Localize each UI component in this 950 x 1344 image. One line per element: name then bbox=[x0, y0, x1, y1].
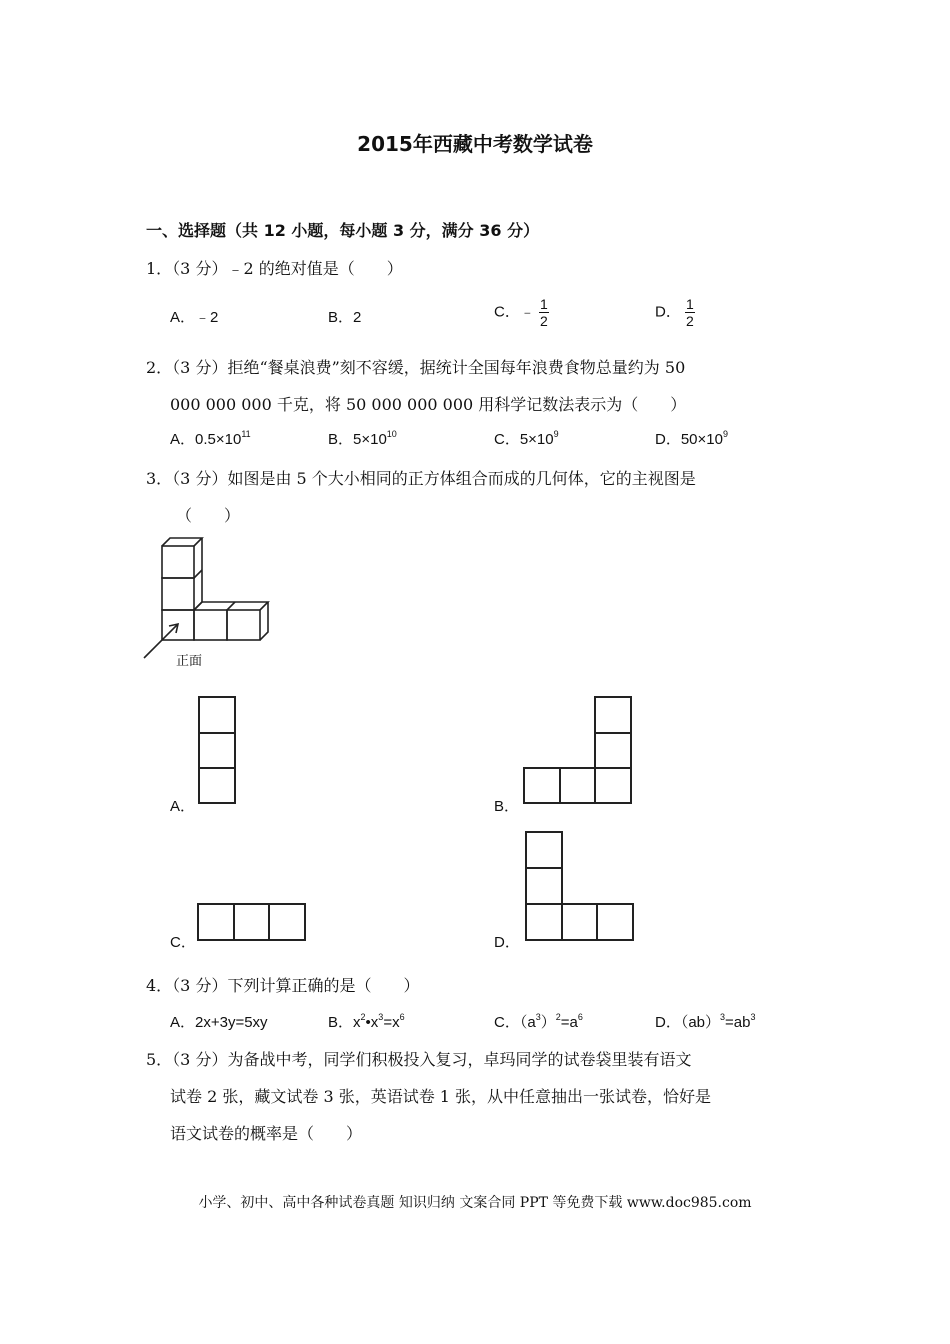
q2-option-b-exponent: 10 bbox=[386, 429, 397, 439]
q4-option-c[interactable] bbox=[494, 1011, 583, 1032]
q1-option-a[interactable]: A．﹣2 bbox=[170, 309, 219, 326]
q3-option-a-view bbox=[198, 696, 238, 806]
q4-b-exp1: 2 bbox=[360, 1012, 366, 1022]
q3-stem-line2: （ ） bbox=[176, 506, 241, 525]
front-label: 正面 bbox=[176, 654, 203, 669]
q4-c-part1: C．（a bbox=[494, 1014, 536, 1031]
q3-stem-line1: 3．（3 分）如图是由 5 个大小相同的正方体组合而成的几何体，它的主视图是 bbox=[146, 469, 696, 488]
q4-option-d[interactable] bbox=[655, 1011, 756, 1032]
q1-stem: 1．（3 分）﹣2 的绝对值是（ ） bbox=[146, 259, 403, 278]
q2-option-d-text: D．50×10 bbox=[655, 431, 723, 448]
page-footer: 小学、初中、高中各种试卷真题 知识归纳 文案合同 PPT 等免费下载 www.doc985.com bbox=[198, 1195, 752, 1211]
q2-option-c-text: C．5×10 bbox=[494, 431, 554, 448]
fraction-numerator: 1 bbox=[686, 296, 694, 312]
q4-option-b[interactable] bbox=[328, 1011, 405, 1032]
q2-option-a-text: A．0.5×10 bbox=[170, 431, 242, 448]
q4-d-part1: D．（ab） bbox=[655, 1014, 721, 1031]
q3-option-c[interactable]: C． bbox=[170, 934, 196, 951]
q4-b-part3: =x bbox=[383, 1014, 400, 1031]
q4-b-part2: •x bbox=[365, 1014, 379, 1031]
q4-d-exp2: 3 bbox=[750, 1012, 756, 1022]
q1-option-c-label: C． bbox=[494, 303, 520, 321]
q4-stem: 4．（3 分）下列计算正确的是（ ） bbox=[146, 976, 420, 995]
q4-b-exp3: 6 bbox=[399, 1012, 405, 1022]
q5-stem-line2: 试卷 2 张，藏文试卷 3 张，英语试卷 1 张，从中任意抽出一张试卷，恰好是 bbox=[170, 1087, 712, 1106]
q4-c-part3: =a bbox=[560, 1014, 578, 1031]
q4-b-exp2: 3 bbox=[378, 1012, 384, 1022]
q4-b-part1: B．x bbox=[328, 1014, 361, 1031]
fraction-denominator: 2 bbox=[686, 313, 694, 329]
q3-option-b-view bbox=[523, 696, 635, 806]
q4-option-a[interactable]: A．2x+3y=5xy bbox=[170, 1014, 268, 1031]
q1-option-d-fraction bbox=[685, 296, 695, 329]
q5-stem-line3: 语文试卷的概率是（ ） bbox=[170, 1124, 363, 1143]
q2-option-b[interactable] bbox=[328, 428, 397, 449]
page-title: 2015年西藏中考数学试卷 bbox=[357, 132, 593, 156]
fraction-numerator: 1 bbox=[540, 296, 548, 312]
q1-option-c-fraction bbox=[539, 296, 549, 329]
q2-stem-line1: 2．（3 分）拒绝“餐桌浪费”刻不容缓，据统计全国每年浪费食物总量约为 50 bbox=[146, 358, 686, 377]
section-heading: 一、选择题（共 12 小题，每小题 3 分，满分 36 分） bbox=[146, 221, 540, 240]
q4-c-part2: ） bbox=[540, 1014, 556, 1031]
q2-option-a[interactable] bbox=[170, 428, 251, 449]
q3-option-d-view bbox=[525, 831, 637, 943]
q3-option-a[interactable]: A． bbox=[170, 798, 196, 815]
q4-d-part2: =ab bbox=[725, 1014, 751, 1031]
q3-option-b[interactable]: B． bbox=[494, 798, 520, 815]
q2-option-c-exponent: 9 bbox=[553, 429, 559, 439]
q5-stem-line1: 5．（3 分）为备战中考，同学们积极投入复习，卓玛同学的试卷袋里装有语文 bbox=[146, 1050, 692, 1069]
q1-option-d[interactable] bbox=[655, 296, 695, 329]
cube-figure bbox=[140, 534, 280, 674]
q1-option-c[interactable] bbox=[494, 296, 549, 329]
q2-option-d[interactable] bbox=[655, 428, 728, 449]
q4-c-exp1: 3 bbox=[535, 1012, 541, 1022]
q2-stem-line2: 000 000 000 千克，将 50 000 000 000 用科学记数法表示为（ ） bbox=[170, 395, 687, 414]
q1-option-c-sign: ﹣ bbox=[519, 303, 535, 321]
q4-d-exp1: 3 bbox=[720, 1012, 726, 1022]
q2-option-c[interactable] bbox=[494, 428, 559, 449]
q2-option-d-exponent: 9 bbox=[722, 429, 728, 439]
q1-option-d-label: D． bbox=[655, 303, 681, 321]
q4-c-exp2: 2 bbox=[555, 1012, 561, 1022]
q1-option-b[interactable]: B．2 bbox=[328, 309, 362, 326]
q3-option-c-view bbox=[197, 903, 309, 943]
q3-option-d[interactable]: D． bbox=[494, 934, 520, 951]
q4-c-exp3: 6 bbox=[577, 1012, 583, 1022]
fraction-denominator: 2 bbox=[540, 313, 548, 329]
q2-option-a-exponent: 11 bbox=[241, 429, 251, 439]
q2-option-b-text: B．5×10 bbox=[328, 431, 387, 448]
